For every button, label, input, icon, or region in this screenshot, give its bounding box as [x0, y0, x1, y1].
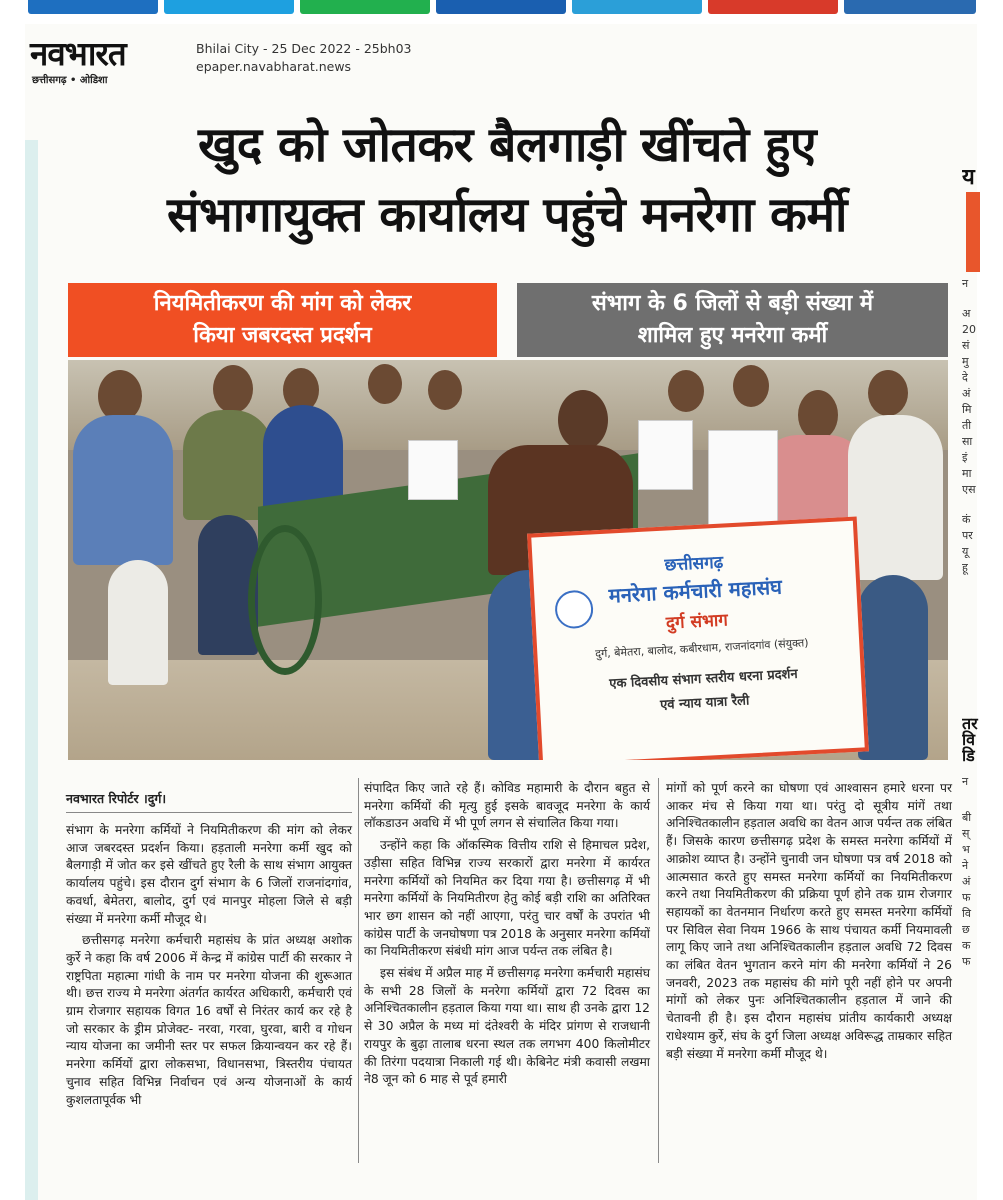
- article-paragraph: संपादित किए जाते रहे हैं। कोविड महामारी के दौरान बहुत से मनरेगा कर्मियों की मृत्यु हुई इसके बावजूद मनरेगा के कार्य लॉकडाउन अवधि में भी पूर्ण लगन से संचालित किया गया।: [364, 781, 650, 831]
- adjacent-headline-fragment: तर: [962, 714, 978, 733]
- adjacent-text-fragment: दे: [962, 371, 968, 384]
- column-divider: [358, 778, 359, 1163]
- edition-info: [196, 40, 412, 76]
- adjacent-text-fragment: सा: [962, 435, 973, 448]
- article-paragraph: मांगों को पूर्ण करने का घोषणा एवं आश्वासन हमारे धरना पर आकर मंच से किया गया था। परंतु दो सूत्रीय मांगें तथा अनिश्चितकालीन हड़ताल अवधि का वेतन आज पर्यन्त तक लंबित हैं। जिसके कारण छत्तीसगढ़ प्रदेश के समस्त मनरेगा कर्मियों में आक्रोश व्याप्त है। उन्होंने चुनावी जन घोषणा पत्र वर्ष 2018 को आत्मसात करते हुए समस्त मनरेगा कर्मियों का नियमितीकरण करने तथा नियमितीकरण की प्रक्रिया पूर्ण होने तक ग्राम रोजगार सहायकों का वेतनमान निर्धारण करते हुए समस्त मनरेगा कर्मियों पर सिविल सेवा नियम 1966 के साथ पंचायत कर्मी नियमावली लागू किए जाने तथा अनिश्चितकालीन हड़ताल अवधि 72 दिवस का लंबित वेतन भुगतान करने मांग की मनरेगा कर्मियों ने 26 जनवरी, 2023 तक महासंघ की मांगे पूरी नहीं होने पर अपनी मांगों को लेकर पुनः अनिश्चितकालीन हड़ताल में जाने की चेतावनी ही है। इस दौरान महासंघ प्रांतीय कार्यकारी अध्यक्ष राधेश्याम कुर्रे, संघ के दुर्ग जिला अध्यक्ष अविरूद्ध ताम्रकार सहित बड़ी संख्या में मनरेगा कर्मी मौजूद थे।: [666, 781, 952, 1061]
- crowd-head: [668, 370, 704, 412]
- union-banner: [527, 517, 869, 760]
- subhead-right-line-2: शामिल हुए मनरेगा कर्मी: [637, 323, 828, 348]
- adjacent-text-fragment: मु: [962, 355, 969, 368]
- article-paragraph: छत्तीसगढ़ मनरेगा कर्मचारी महासंघ के प्रांत अध्यक्ष अशोक कुर्रे ने कहा कि वर्ष 2006 में केन्द्र में कांग्रेस पार्टी की सरकार ने राष्ट्रपिता महात्मा गांधी के नाम पर मनरेगा योजना की शुरूआत थी। छत्त राज्य मे मनरेगा अंतर्गत कार्यरत अधिकारी, कर्मचारी एवं ग्राम रोजगार सहायक विगत 16 वर्षों से निरंतर कार्य कर रहे है जो सरकार के ड्रीम प्रोजेक्ट- नरवा, गरवा, घुरवा, बारी व गोधन न्याय योजना का जमीनी स्तर पर सफल क्रियान्वयन कर रहे हैं। मनरेगा कर्मियों द्वारा लोकसभा, विधानसभा, त्रिस्तरीय पंचायत चुनाव सहित विभिन्न निर्वाचन एवं अन्य योजनाओं के कार्य कुशलतापूर्वक भी: [66, 933, 352, 1107]
- protest-placard: [638, 420, 693, 490]
- adjacent-text-fragment: बी: [962, 811, 972, 824]
- article-paragraph: संभाग के मनरेगा कर्मियों ने नियमितीकरण की मांग को लेकर आज जबरदस्त प्रदर्शन किया। हड़ताली मनरेगा कर्मी खुद को बैलगाड़ी में जोत कर इसे खींचते हुए रैली के साथ संभाग आयुक्त कार्यालय पहुंचे। इस दौरान दुर्ग संभाग के 6 जिलों राजनांदगांव, कवर्धा, बेमेतरा, बालोद, दुर्ग एवं मानपुर मोहला जिले से बड़ी संख्या में मनरेगा कर्मी मौजूद थे।: [66, 823, 352, 926]
- adjacent-text-fragment: हू: [962, 561, 968, 574]
- adjacent-text-fragment: पर: [962, 529, 973, 542]
- adjacent-text-fragment: मा: [962, 467, 972, 480]
- column-divider: [658, 778, 659, 1163]
- adjacent-headline-fragment: डि: [962, 746, 975, 765]
- adjacent-text-fragment: इं: [962, 451, 968, 464]
- byline: नवभारत रिपोर्टर ।दुर्ग।: [66, 791, 167, 806]
- adjacent-text-fragment: यू: [962, 545, 969, 558]
- tab-7[interactable]: [844, 0, 976, 14]
- adjacent-text-fragment: मि: [962, 403, 972, 416]
- person-jeans-right: [858, 575, 928, 760]
- logo-subtitle: छत्तीसगढ़ • ओडिशा: [32, 75, 108, 86]
- adjacent-text-fragment: वि: [962, 907, 971, 920]
- adjacent-text-fragment: कं: [962, 513, 971, 526]
- subhead-left-line-2: किया जबरदस्त प्रदर्शन: [193, 323, 372, 348]
- subhead-right: [517, 283, 948, 357]
- banner-union-name: मनरेगा कर्मचारी महासंघ: [608, 574, 783, 608]
- adjacent-text-fragment: क: [962, 939, 971, 952]
- article-paragraph: उन्होंने कहा कि ऑकस्मिक वित्तीय राशि से हिमाचल प्रदेश, उड़ीसा सहित विभिन्न राज्य सरकारों द्वारा मनरेगा में कार्यरत मनरेगा कर्मियों को नियमित कर दिया गया है। छत्तीसगढ़ में भी मनरेगा कर्मियों के नियमितीरण हेतु कोई बड़ी राशि का अतिरिक्त भार छग शासन को नहीं आएगा, परंतु चार वर्षों के उपरांत भी कांग्रेस पार्टी के जनघोषणा पत्र 2018 के अनुसार मनरेगा कर्मियों का नियमितीकरण संबंधी मांग आज पर्यन्त तक लंबित है।: [364, 838, 650, 959]
- source-url[interactable]: epaper.navabharat.news: [196, 59, 352, 74]
- headline-line-2: संभागायुक्त कार्यालय पहुंचे मनरेगा कर्मी: [167, 187, 847, 243]
- newspaper-logo: नवभारत: [30, 34, 126, 73]
- tab-2[interactable]: [164, 0, 294, 14]
- adjacent-text-fragment: ती: [962, 419, 972, 432]
- banner-rally: एवं न्याय यात्रा रैली: [659, 693, 750, 714]
- adjacent-text-fragment: फ: [962, 955, 971, 968]
- person-striped-vest: [183, 410, 273, 520]
- tab-3[interactable]: [300, 0, 430, 14]
- tab-1[interactable]: [28, 0, 158, 14]
- masthead: [30, 36, 126, 86]
- article-column-1: [66, 822, 352, 1109]
- tab-strip: [0, 0, 1003, 16]
- subhead-left: [68, 283, 497, 357]
- adjacent-text-fragment: अं: [962, 387, 971, 400]
- crowd-head: [868, 370, 908, 416]
- adjacent-text-fragment: 20: [962, 323, 976, 336]
- crowd-head: [733, 365, 769, 407]
- banner-districts: दुर्ग, बेमेतरा, बालोद, कबीरधाम, राजनांदगांव (संयुक्त): [594, 636, 809, 661]
- tab-4[interactable]: [436, 0, 566, 14]
- person-plaid-shirt: [73, 415, 173, 565]
- banner-division: दुर्ग संभाग: [665, 610, 729, 634]
- adjacent-text-fragment: अं: [962, 875, 971, 888]
- adjacent-text-fragment: अ: [962, 307, 971, 320]
- headline-line-1: खुद को जोतकर बैलगाड़ी खींचते हुए: [197, 117, 817, 173]
- article-column-2: [364, 780, 650, 1089]
- subhead-right-line-1: संभाग के 6 जिलों से बड़ी संख्या में: [591, 291, 874, 316]
- protest-placard: [408, 440, 458, 500]
- adjacent-page-edge: [962, 170, 986, 1200]
- protester-head: [558, 390, 608, 450]
- news-photo: [68, 360, 948, 760]
- cart-wheel: [248, 525, 322, 675]
- article-column-3: [666, 780, 952, 1063]
- tab-5[interactable]: [572, 0, 702, 14]
- left-margin-strip: [25, 140, 38, 1200]
- crowd-head: [428, 370, 462, 410]
- crowd-head: [798, 390, 838, 440]
- banner-event: एक दिवसीय संभाग स्तरीय धरना प्रदर्शन: [608, 666, 799, 692]
- adjacent-text-fragment: भ: [962, 843, 970, 856]
- protest-placard: [708, 430, 778, 530]
- adjacent-red-block: [966, 192, 980, 272]
- byline-rule: [66, 812, 352, 813]
- main-headline: [52, 110, 962, 250]
- tab-6[interactable]: [708, 0, 838, 14]
- crowd-head: [368, 364, 402, 404]
- adjacent-text-fragment: सं: [962, 339, 970, 352]
- edition-line: Bhilai City - 25 Dec 2022 - 25bh03: [196, 41, 412, 56]
- adjacent-text-fragment: फ: [962, 891, 971, 904]
- person-white-shirt: [848, 415, 943, 580]
- adjacent-text-fragment: न: [962, 775, 969, 788]
- person-white-trousers: [108, 560, 168, 685]
- adjacent-headline-fragment: वि: [962, 730, 976, 749]
- crowd-head: [213, 365, 253, 413]
- adjacent-text-fragment: ने: [962, 859, 969, 872]
- subhead-left-line-1: नियमितीकरण की मांग को लेकर: [153, 291, 412, 316]
- article-paragraph: इस संबंध में अप्रैल माह में छत्तीसगढ़ मनरेगा कर्मचारी महासंघ के सभी 28 जिलों के मनरेगा कर्मियों द्वारा 72 दिवस का अनिश्चितकालीन हड़ताल किया गया था। साथ ही उनके द्वारा 12 से 30 अप्रैल के मध्य मां दंतेश्वरी के मंदिर प्रांगण से राजधानी रायपुर के बुढ़ा तालाब धरना स्थल तक लगभग 400 किलोमीटर की तिरंगा पदयात्रा निकाली गई थी। केबिनेट मंत्री कवासी लखमा ने8 जून को 6 माह से पूर्व हमारी: [364, 966, 650, 1087]
- adjacent-text-fragment: छ: [962, 923, 970, 936]
- adjacent-text-fragment: एस: [962, 483, 976, 496]
- adjacent-text-fragment: न: [962, 277, 969, 290]
- banner-state: छत्तीसगढ़: [664, 552, 724, 576]
- adjacent-text-fragment: स्: [962, 827, 970, 840]
- adjacent-headline-fragment: य: [962, 170, 975, 190]
